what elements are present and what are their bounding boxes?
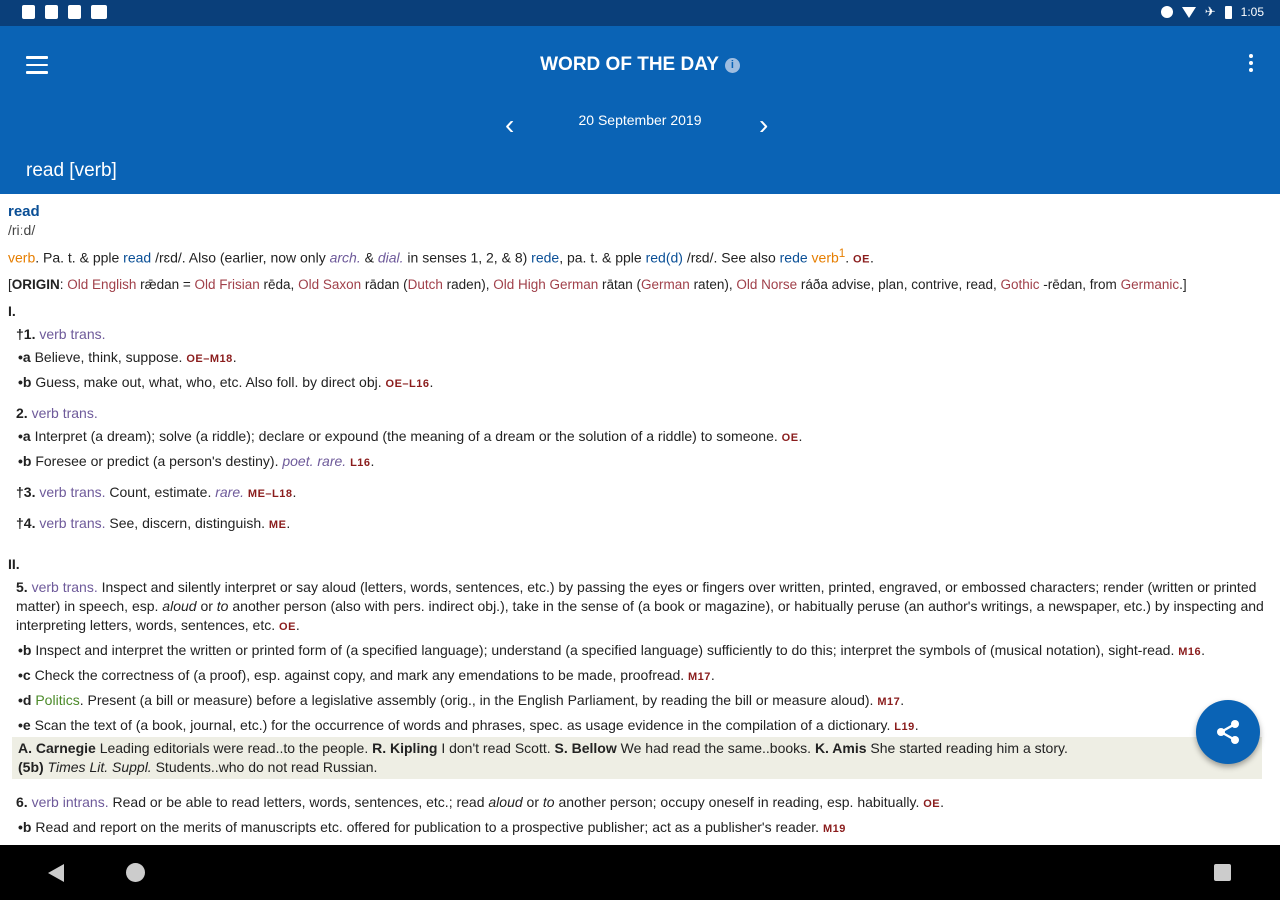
recents-icon[interactable]	[1214, 864, 1231, 881]
language-link[interactable]: Old High German	[493, 276, 599, 292]
page-title-wrap	[0, 54, 1280, 76]
subsense-letter: •a	[18, 348, 31, 365]
subsense-letter: •b	[18, 373, 32, 390]
language-link[interactable]: German	[641, 276, 690, 292]
image-icon	[68, 5, 81, 19]
text: :	[59, 276, 68, 292]
quote-text: I don't read Scott.	[437, 739, 555, 756]
sense-number: 6.	[16, 793, 28, 810]
text: .	[295, 616, 300, 633]
text: , pa. t. & pple	[559, 249, 646, 266]
text: another person; occupy oneself in reading, esp. habitually.	[554, 793, 924, 810]
sense-5c	[18, 666, 1270, 687]
home-icon[interactable]	[126, 863, 145, 882]
status-bar	[0, 0, 1280, 26]
wifi-icon	[1182, 7, 1196, 18]
form-link[interactable]: rede	[531, 249, 560, 266]
text: /rɛd/. Also (earlier, now only	[151, 249, 330, 266]
sense-5b	[18, 641, 1270, 662]
quote-ref: (5b)	[18, 758, 44, 775]
sense-number: †4.	[16, 514, 36, 531]
date-label: L19	[894, 720, 915, 733]
system-nav-bar	[0, 845, 1280, 900]
date-label: ME	[268, 518, 287, 531]
text: Interpret (a dream); solve (a riddle); declare or expound (the meaning of a dream or the solution of a riddle) to someone.	[30, 427, 782, 444]
subsense-letter: •a	[18, 427, 31, 444]
usage-label: poet.	[282, 452, 314, 469]
origin-block	[8, 276, 1270, 294]
subject-link[interactable]: Politics	[35, 691, 80, 708]
share-button[interactable]	[1196, 700, 1260, 764]
text: .	[1201, 641, 1206, 658]
chevron-right-icon[interactable]: ›	[759, 109, 769, 140]
label-arch: arch.	[329, 249, 361, 266]
quote-text: She started reading him a story.	[866, 739, 1068, 756]
subsense-letter: •c	[18, 666, 31, 683]
text: .	[940, 793, 945, 810]
text: /rɛd/. See also	[682, 249, 780, 266]
page-title: WORD OF THE DAY	[540, 54, 719, 75]
quote-text: Students..who do not read Russian.	[151, 758, 378, 775]
back-icon[interactable]	[48, 864, 64, 882]
text: Count, estimate.	[105, 483, 216, 500]
text: Scan the text of (a book, journal, etc.) for the occurrence of words and phrases, spec. as usage evidence in the compilation of a dictionary.	[30, 716, 895, 733]
language-link[interactable]: Old Norse	[736, 276, 798, 292]
language-link[interactable]: Old Saxon	[298, 276, 362, 292]
text: rēda,	[259, 276, 299, 292]
subsense-letter: •b	[18, 452, 32, 469]
sense-number: †3.	[16, 483, 36, 500]
text: .	[292, 483, 297, 500]
text: Guess, make out, what, who, etc. Also foll. by direct obj.	[31, 373, 386, 390]
sense-5d	[18, 691, 1270, 712]
text: . Present (a bill or measure) before a legislative assembly (orig., in the English Parliament, by reading the bill or measure aloud).	[79, 691, 878, 708]
quote-author: K. Amis	[814, 739, 867, 756]
language-link[interactable]: Dutch	[407, 276, 443, 292]
origin-label: ORIGIN	[11, 276, 60, 292]
section-heading: II.	[8, 555, 20, 572]
label-dial: dial.	[377, 249, 404, 266]
status-time: 1:05	[1240, 5, 1264, 19]
sense-1b	[18, 373, 1270, 394]
sense-2	[16, 404, 1270, 423]
quotation-line	[18, 758, 1256, 777]
text: -rēdan, from	[1039, 276, 1121, 292]
date-label: M19	[822, 822, 846, 835]
sense-number: †1.	[16, 325, 36, 342]
sense-number: 2.	[16, 404, 28, 421]
date-label: M16	[1178, 645, 1202, 658]
text: .	[900, 691, 905, 708]
form-link[interactable]: red(d)	[645, 249, 683, 266]
text: raden),	[442, 276, 494, 292]
language-link[interactable]: Gothic	[1000, 276, 1040, 292]
pos-label[interactable]: verb trans.	[39, 483, 106, 500]
date-label: OE–M18	[186, 352, 233, 365]
sense-1	[16, 325, 1270, 344]
subsense-letter: •b	[18, 641, 32, 658]
language-link[interactable]: Germanic	[1120, 276, 1180, 292]
text: aloud	[162, 597, 197, 614]
date-label: 20 September 2019	[578, 112, 702, 128]
pos-label[interactable]: verb trans.	[31, 404, 98, 421]
text: .	[429, 373, 434, 390]
date-label: M17	[877, 695, 901, 708]
form-link[interactable]: read	[123, 249, 152, 266]
text: [	[8, 276, 12, 292]
quote-text: We had read the same..books.	[616, 739, 815, 756]
text: .	[232, 348, 237, 365]
cross-ref-link[interactable]: rede	[779, 249, 808, 266]
quote-author: S. Bellow	[554, 739, 617, 756]
sense-6	[16, 793, 1270, 814]
sense-4	[16, 514, 1270, 535]
quote-source: Times Lit. Suppl.	[43, 758, 152, 775]
text: Believe, think, suppose.	[30, 348, 187, 365]
usage-label: rare.	[317, 452, 347, 469]
text: Read and report on the merits of manuscripts etc. offered for publication to a prospective publisher; act as a publisher's reader.	[31, 818, 823, 835]
date-label: OE–L16	[385, 377, 430, 390]
text: .	[286, 514, 291, 531]
quotation-line	[18, 739, 1256, 758]
text: rādan (	[361, 276, 408, 292]
airplane-icon: ✈	[1204, 4, 1216, 19]
text: to	[216, 597, 229, 614]
sense-1a	[18, 348, 1270, 369]
pos-label[interactable]: verb trans.	[31, 578, 98, 595]
pronunciation: /riːd/	[8, 222, 36, 238]
app-bar	[0, 26, 1280, 194]
headword-title: read [verb]	[26, 160, 117, 181]
text: Check the correctness of (a proof), esp. against copy, and mark any emendations to be made, proofread.	[30, 666, 689, 683]
sense-number: 5.	[16, 578, 28, 595]
text: .	[845, 249, 854, 266]
pos-label[interactable]: verb trans.	[39, 514, 106, 531]
quote-author: A. Carnegie	[18, 739, 96, 756]
text: raten),	[689, 276, 737, 292]
pos-link[interactable]: verb	[8, 249, 36, 266]
quotations-block	[12, 737, 1262, 779]
date-label: ME–L18	[247, 487, 293, 500]
date-label: OE	[781, 431, 799, 444]
date-label: M17	[688, 670, 711, 683]
youtube-icon	[91, 5, 107, 19]
superscript: 1	[838, 247, 846, 260]
text: rātan (	[598, 276, 642, 292]
sense-2a	[18, 427, 1270, 448]
entry-content	[8, 202, 1270, 839]
text: .	[798, 427, 803, 444]
do-not-disturb-icon	[1161, 6, 1173, 18]
text: .	[914, 716, 919, 733]
pos-link[interactable]: verb	[811, 249, 839, 266]
date-label: OE	[279, 620, 296, 633]
pos-label[interactable]: verb intrans.	[31, 793, 109, 810]
text: .	[710, 666, 715, 683]
language-link[interactable]: Old Frisian	[194, 276, 260, 292]
sense-6b	[18, 818, 1270, 839]
language-link[interactable]: Old English	[67, 276, 137, 292]
text: Read or be able to read letters, words, sentences, etc.; read	[108, 793, 489, 810]
sense-3	[16, 483, 1270, 504]
quote-author: R. Kipling	[372, 739, 438, 756]
section-heading: I.	[8, 302, 16, 319]
text: .]	[1179, 276, 1187, 292]
quote-text: Leading editorials were read..to the people.	[95, 739, 373, 756]
text: &	[360, 249, 378, 266]
text: another person (also with pers. indirect obj.), take in the sense of (a book or magazine), or habitually peruse (an author's writings, a newspaper, etc.) by inspecting and interpreting letters, words, sentences, etc.	[16, 597, 1264, 633]
sense-5	[16, 578, 1270, 637]
info-icon[interactable]: i	[725, 58, 740, 73]
share-icon	[1215, 719, 1241, 745]
notification-icon	[22, 5, 35, 19]
sense-2b	[18, 452, 1270, 473]
pos-label[interactable]: verb trans.	[39, 325, 106, 342]
forms-line: verb. Pa. t. & pple read /rɛd/. Also (earlier, now only arch. & dial. in senses 1, 2, & 8) rede, pa. t. & pple red(d) /rɛd/. See also rede verb$^1$. OE.	[8, 247, 874, 266]
date-label: L16	[350, 456, 371, 469]
subsense-letter: •b	[18, 818, 32, 835]
text: aloud	[488, 793, 523, 810]
subsense-letter: •e	[18, 716, 31, 733]
text: See, discern, distinguish.	[105, 514, 269, 531]
sense-5e	[18, 716, 1270, 737]
text: or	[522, 793, 543, 810]
text: to	[542, 793, 555, 810]
usage-label: rare.	[215, 483, 245, 500]
battery-icon	[1225, 6, 1232, 19]
text: or	[196, 597, 217, 614]
date-label: OE	[853, 253, 870, 266]
text: . Pa. t. & pple	[35, 249, 124, 266]
more-options-icon[interactable]	[1248, 54, 1254, 76]
date-label: OE	[923, 797, 941, 810]
text: Inspect and silently interpret or say aloud (letters, words, sentences, etc.) by passing the eyes or fingers over written, printed, engraved, or embossed characters; render (written or printed matter) in speech, esp.	[16, 578, 1257, 614]
text: ráða advise, plan, contrive, read,	[797, 276, 1001, 292]
notification-icon	[45, 5, 58, 19]
text: Inspect and interpret the written or printed form of (a specified language); understand (a specified language) sufficiently to do this; interpret the symbols of (musical notation), sight-read.	[31, 641, 1179, 658]
text: Foresee or predict (a person's destiny).	[31, 452, 283, 469]
text: in senses 1, 2, & 8)	[403, 249, 532, 266]
text: .	[370, 452, 375, 469]
subsense-letter: •d	[18, 691, 32, 708]
entry-headword: read	[8, 203, 40, 220]
text: rǣdan =	[136, 276, 195, 292]
chevron-left-icon[interactable]: ‹	[505, 109, 515, 140]
